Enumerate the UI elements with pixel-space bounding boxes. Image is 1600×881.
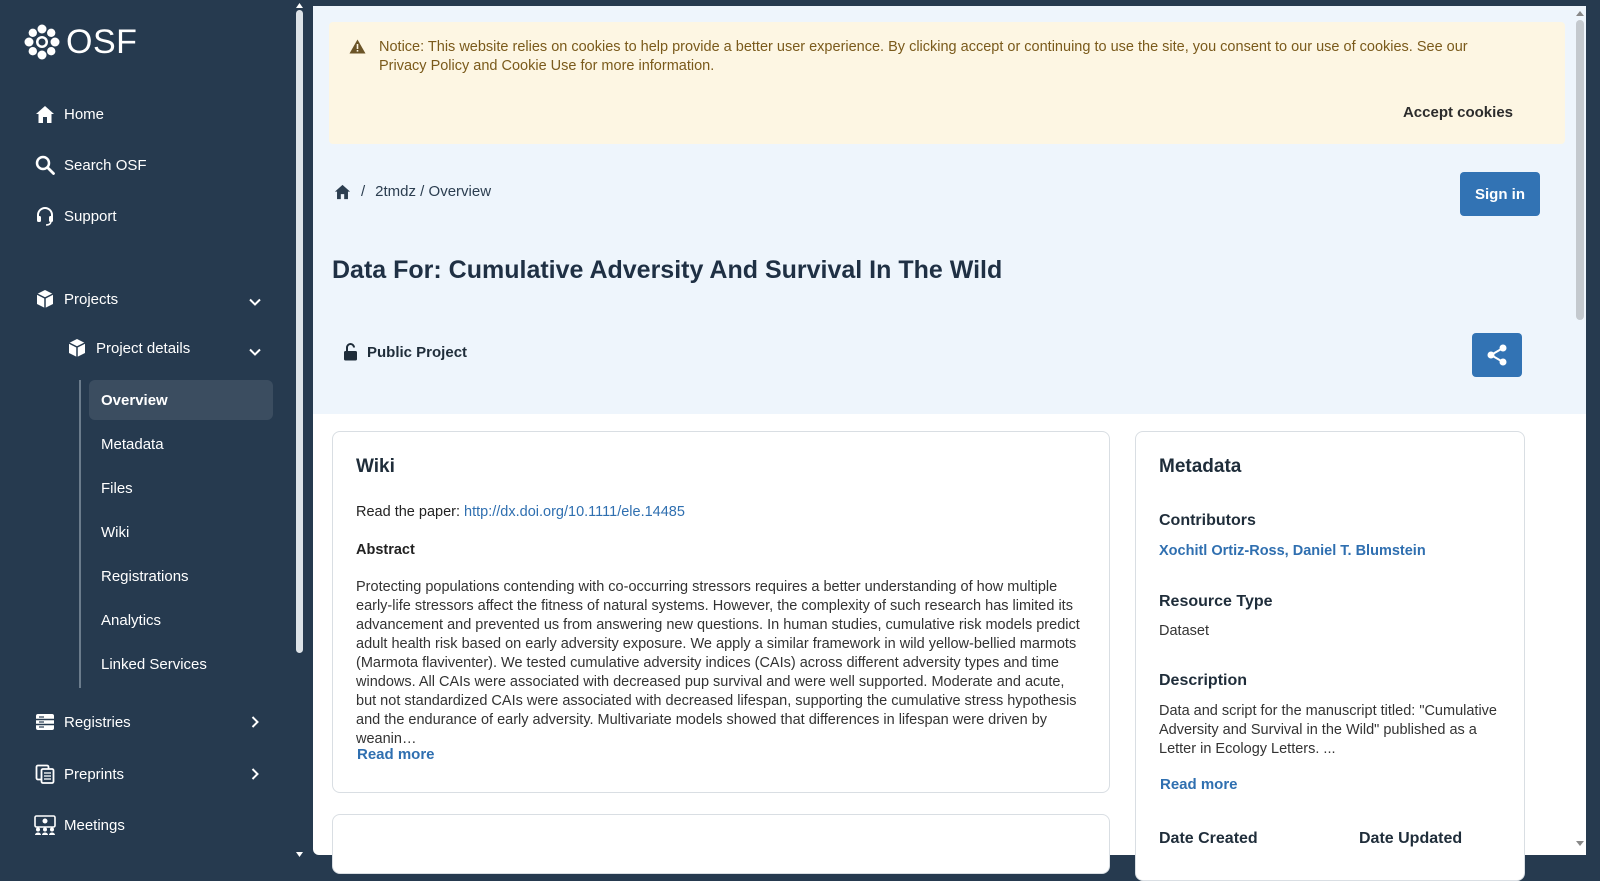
sidebar-subitem-files[interactable]: Files <box>101 479 133 497</box>
sidebar-item-label: Preprints <box>64 765 125 783</box>
resource-type-value: Dataset <box>1159 623 1209 639</box>
sidebar-subitem-overview[interactable]: Overview <box>89 380 273 420</box>
sidebar-item-projects[interactable] <box>34 285 118 313</box>
warning-icon <box>349 39 366 54</box>
sidebar-item-label: Meetings <box>64 816 125 834</box>
scroll-up-icon[interactable] <box>1576 10 1584 16</box>
metadata-card <box>1135 431 1525 881</box>
visibility-label: Public Project <box>367 343 468 361</box>
chevron-right-icon[interactable] <box>248 767 262 781</box>
osf-logo-icon <box>24 24 60 60</box>
scroll-down-icon[interactable] <box>296 852 303 858</box>
cube-icon <box>34 288 56 310</box>
sidebar-item-label: Support <box>64 207 117 225</box>
copy-icon <box>34 763 56 785</box>
tree-line <box>79 380 81 688</box>
accept-cookies-button[interactable]: Accept cookies <box>1402 104 1513 121</box>
paper-link[interactable]: http://dx.doi.org/10.1111/ele.14485 <box>464 504 685 520</box>
wiki-heading: Wiki <box>356 456 395 477</box>
sidebar-item-home[interactable] <box>34 100 104 128</box>
share-icon <box>1485 343 1509 367</box>
sidebar-item-label: Registries <box>64 713 131 731</box>
search-icon <box>34 154 56 176</box>
main-content <box>313 6 1586 855</box>
sidebar-item-label: Home <box>64 105 105 123</box>
cube-icon <box>66 337 88 359</box>
paper-line <box>356 504 685 520</box>
chevron-down-icon[interactable] <box>248 295 262 309</box>
sidebar-subitem-analytics[interactable]: Analytics <box>101 611 162 629</box>
date-updated-label: Date Updated <box>1359 830 1463 847</box>
sidebar-subitem-metadata[interactable]: Metadata <box>101 435 164 453</box>
description-read-more-link[interactable]: Read more <box>1160 776 1238 793</box>
metadata-heading: Metadata <box>1159 456 1242 477</box>
share-button[interactable] <box>1472 333 1522 377</box>
osf-logo[interactable] <box>24 22 137 62</box>
abstract-heading: Abstract <box>356 542 415 558</box>
sign-in-button[interactable]: Sign in <box>1460 172 1540 216</box>
sidebar-subitem-wiki[interactable]: Wiki <box>101 523 130 541</box>
sidebar-item-preprints[interactable] <box>34 760 124 788</box>
date-created-label: Date Created <box>1159 830 1258 847</box>
breadcrumb-path[interactable]: 2tmdz / Overview <box>375 183 492 200</box>
breadcrumb-separator: / <box>361 183 366 200</box>
sidebar-subitem-registrations[interactable]: Registrations <box>101 567 189 585</box>
visibility-badge <box>343 343 467 361</box>
chevron-right-icon[interactable] <box>248 715 262 729</box>
home-icon[interactable] <box>334 184 351 200</box>
cookie-notice <box>329 22 1565 144</box>
sidebar-item-label: Projects <box>64 290 119 308</box>
sidebar <box>0 0 303 861</box>
sidebar-scrollbar[interactable] <box>296 10 303 653</box>
scroll-down-icon[interactable] <box>1576 841 1584 847</box>
page-title: Data For: Cumulative Adversity And Survival In The Wild <box>332 256 1003 284</box>
sidebar-item-registries[interactable] <box>34 708 131 736</box>
wiki-card <box>332 431 1110 793</box>
wiki-read-more-link[interactable]: Read more <box>357 746 435 763</box>
sidebar-item-label: Project details <box>96 339 191 357</box>
description-label: Description <box>1159 672 1248 689</box>
breadcrumb <box>334 183 491 200</box>
chevron-down-icon[interactable] <box>248 345 262 359</box>
headset-icon <box>34 205 56 227</box>
people-icon <box>34 814 56 836</box>
abstract-text: Protecting populations contending with co-occurring stressors requires a better understanding of how multiple early-life stressors affect the fitness of natural systems. However, the complexity of such research has limited its advancement and prevented us from answering new questions. In human studies, cumulative risk models predict adult health risk based on early adversity exposure. We apply a similar framework in wild yellow-bellied marmots (Marmota flaviventer). We tested cumulative adversity indices (CAIs) across different adversity types and time windows. All CAIs were associated with decreased pup survival and were well supported. Moderate and acute, but not standardized CAIs were associated with decreased lifespan, supporting the cumulative stress hypothesis and the endurance of early adversity. Multivariate models showed that differences in lifespan were driven by weanin… <box>356 579 1080 747</box>
scroll-up-icon[interactable] <box>296 2 303 8</box>
sidebar-item-search[interactable] <box>34 151 147 179</box>
sidebar-item-meetings[interactable] <box>34 811 125 839</box>
main-scrollbar[interactable] <box>1576 20 1584 320</box>
description-text: Data and script for the manuscript titled: "Cumulative Adversity and Survival in the Wild" published as a Letter in Ecology Letters. ... <box>1159 703 1497 757</box>
archive-icon <box>34 711 56 733</box>
secondary-card <box>332 814 1110 874</box>
resource-type-label: Resource Type <box>1159 593 1273 610</box>
cookie-notice-text: Notice: This website relies on cookies to help provide a better user experience. By clicking accept or continuing to use the site, you consent to our use of cookies. See our Privacy Policy and Cookie Use for more information. <box>379 39 1468 74</box>
unlock-icon <box>343 343 358 361</box>
sidebar-item-label: Search OSF <box>64 156 147 174</box>
sidebar-subitem-linked-services[interactable]: Linked Services <box>101 655 207 673</box>
contributors-label: Contributors <box>1159 512 1256 529</box>
contributors-list[interactable]: Xochitl Ortiz-Ross, Daniel T. Blumstein <box>1159 543 1426 559</box>
home-icon <box>34 103 56 125</box>
logo-text: OSF <box>66 22 138 61</box>
sidebar-item-project-details[interactable] <box>66 334 190 362</box>
sidebar-item-support[interactable] <box>34 202 117 230</box>
paper-prefix: Read the paper: <box>356 504 465 520</box>
